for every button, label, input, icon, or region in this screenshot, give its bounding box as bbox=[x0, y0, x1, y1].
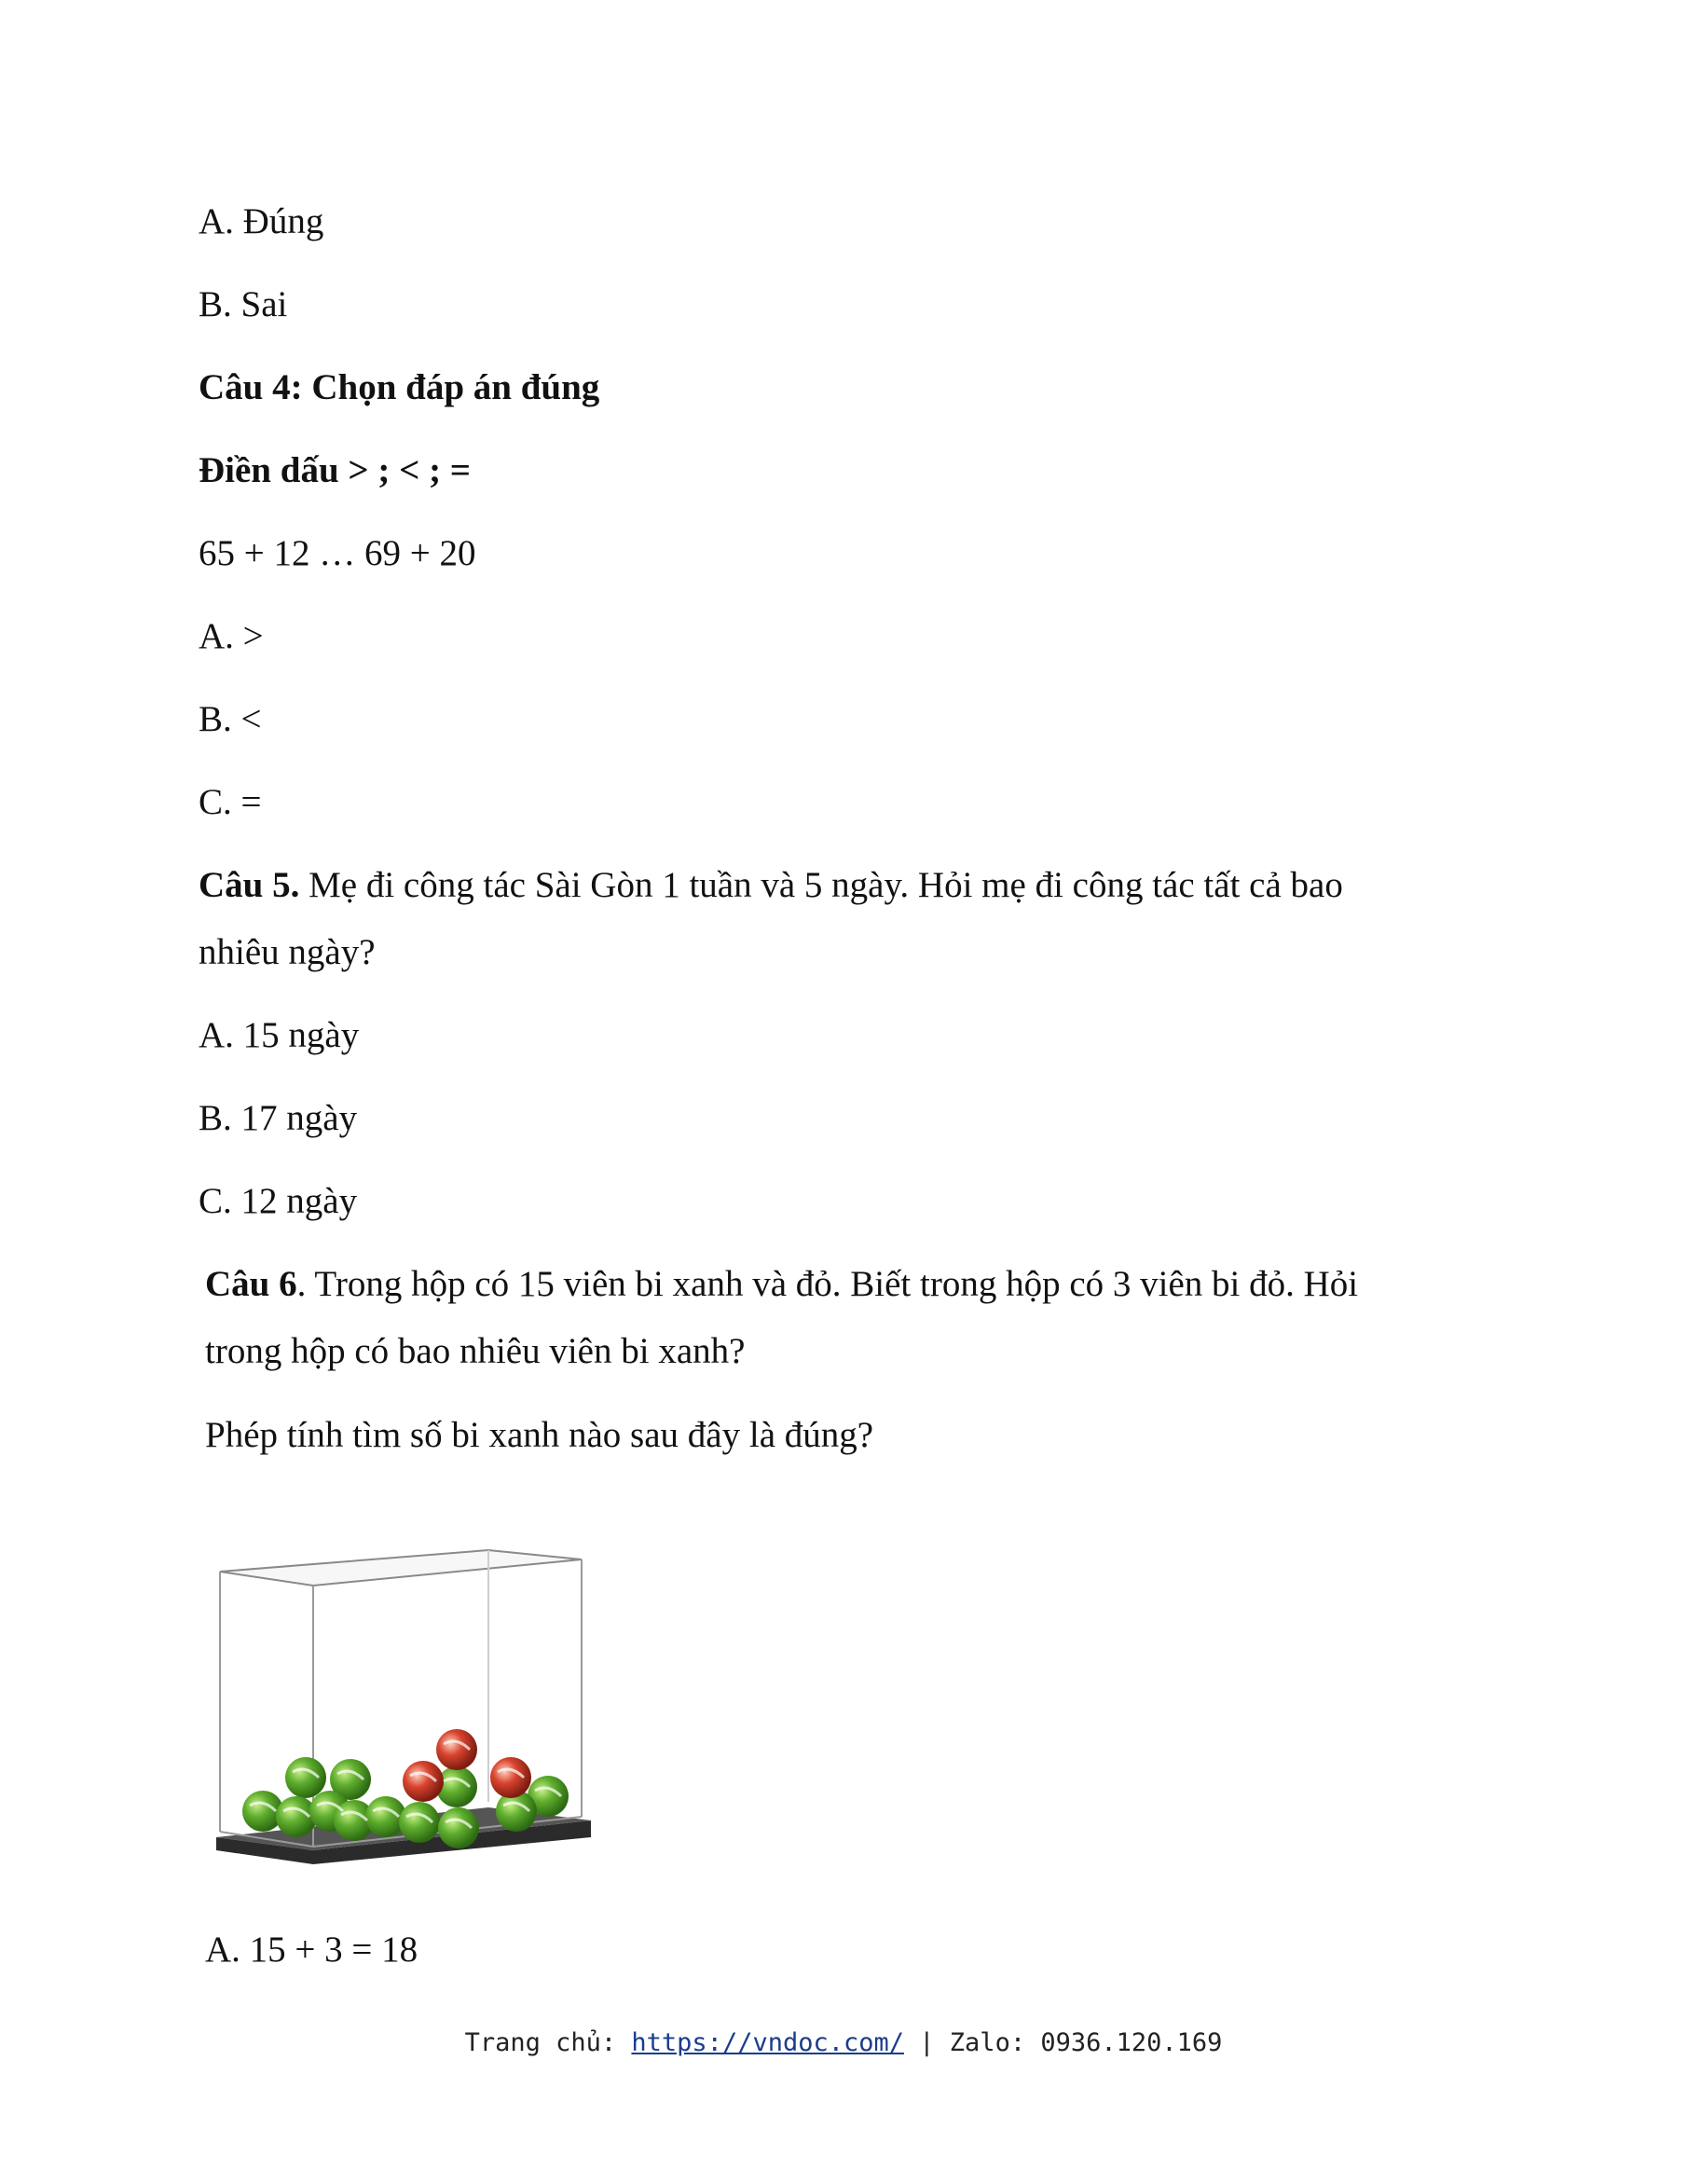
q6-prompt: Phép tính tìm số bi xanh nào sau đây là đúng? bbox=[205, 1415, 874, 1455]
footer-prefix: Trang chủ: bbox=[464, 2028, 632, 2057]
q3-option-a: A. Đúng bbox=[199, 201, 324, 241]
marble-box-image bbox=[203, 1494, 613, 1886]
q4-instruction: Điền dấu > ; < ; = bbox=[199, 450, 472, 490]
q5-text: Mẹ đi công tác Sài Gòn 1 tuần và 5 ngày. Hỏi mẹ đi công tác tất cả bao bbox=[299, 865, 1343, 905]
footer-separator: | bbox=[904, 2028, 950, 2057]
q5-option-a: A. 15 ngày bbox=[199, 1015, 360, 1055]
q4-option-c: C. = bbox=[199, 782, 262, 822]
q5-label: Câu 5. bbox=[199, 865, 300, 905]
q6-question-line2: trong hộp có bao nhiêu viên bi xanh? bbox=[205, 1331, 746, 1371]
q4-option-b: B. < bbox=[199, 699, 262, 739]
q4-title: Câu 4: Chọn đáp án đúng bbox=[199, 367, 600, 407]
q4-option-a: A. > bbox=[199, 616, 264, 656]
marble-box-illustration bbox=[203, 1494, 613, 1886]
footer-home-link[interactable]: https://vndoc.com/ bbox=[631, 2028, 905, 2057]
page-footer bbox=[0, 2028, 1687, 2057]
q6-label: Câu 6 bbox=[205, 1264, 297, 1304]
q5-option-c: C. 12 ngày bbox=[199, 1181, 358, 1221]
q6-option-a: A. 15 + 3 = 18 bbox=[205, 1930, 418, 1970]
q5-question-line1 bbox=[199, 863, 1343, 908]
q5-option-b: B. 17 ngày bbox=[199, 1098, 358, 1138]
footer-zalo: Zalo: 0936.120.169 bbox=[949, 2028, 1223, 2057]
q5-question-line2: nhiêu ngày? bbox=[199, 932, 376, 972]
q3-option-b: B. Sai bbox=[199, 284, 288, 324]
q6-question-line1 bbox=[205, 1262, 1358, 1307]
q6-text: . Trong hộp có 15 viên bi xanh và đỏ. Biết trong hộp có 3 viên bi đỏ. Hỏi bbox=[296, 1264, 1359, 1304]
q4-expression: 65 + 12 … 69 + 20 bbox=[199, 533, 476, 573]
